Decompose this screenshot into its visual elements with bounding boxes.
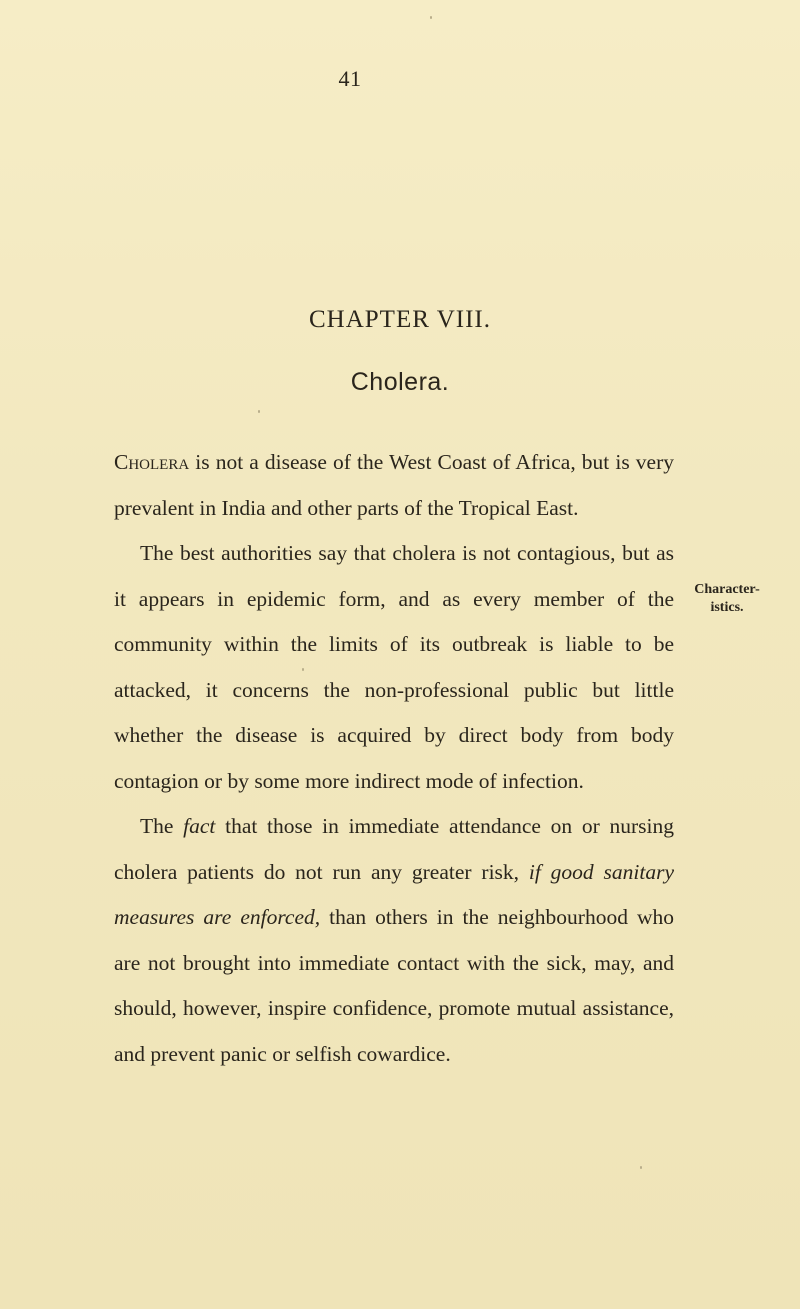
paragraph-2: The best authorities say that cholera is not contagious, but as it appears in epidemic form, and as every member of the community within the limits of its outbreak is liable to be attacked, it concerns the non-professional public but little whether the disease is acquired by direct body from body contagion or by some more indirect mode of infection.: [114, 541, 674, 793]
paragraph-3: [114, 804, 674, 1077]
paragraph-3-part-2: that those in immediate attendance on or nursing cholera patients do not run any greater risk,: [114, 814, 674, 884]
section-title: Cholera.: [350, 368, 450, 396]
page-number: 41: [338, 66, 362, 91]
paragraph-1-text: is not a disease of the West Coast of Africa, but is very prevalent in India and other parts of the Tropical East.: [114, 450, 674, 520]
paragraph-3-part-1: The: [140, 814, 184, 838]
italic-fact: fact: [183, 814, 216, 838]
paper-speck: [258, 410, 260, 413]
lead-word: Cholera: [114, 450, 190, 474]
body-text: [114, 440, 674, 1077]
paragraph-3-part-3: than others in the neighbourhood who are not brought into immediate contact with the sick, may, and should, however, inspire confidence, promote mutual assistance, and prevent panic or selfish cowardice.: [114, 905, 674, 1066]
italic-sanitary-clause: if good sanitary measures are enforced,: [114, 859, 675, 929]
chapter-heading: CHAPTER VIII.: [309, 306, 491, 333]
paper-speck: [302, 668, 304, 671]
paper-speck: [640, 1166, 642, 1169]
margin-note: Character-istics.: [694, 582, 760, 615]
paragraph-1: [114, 440, 674, 531]
paper-speck: [430, 16, 432, 19]
